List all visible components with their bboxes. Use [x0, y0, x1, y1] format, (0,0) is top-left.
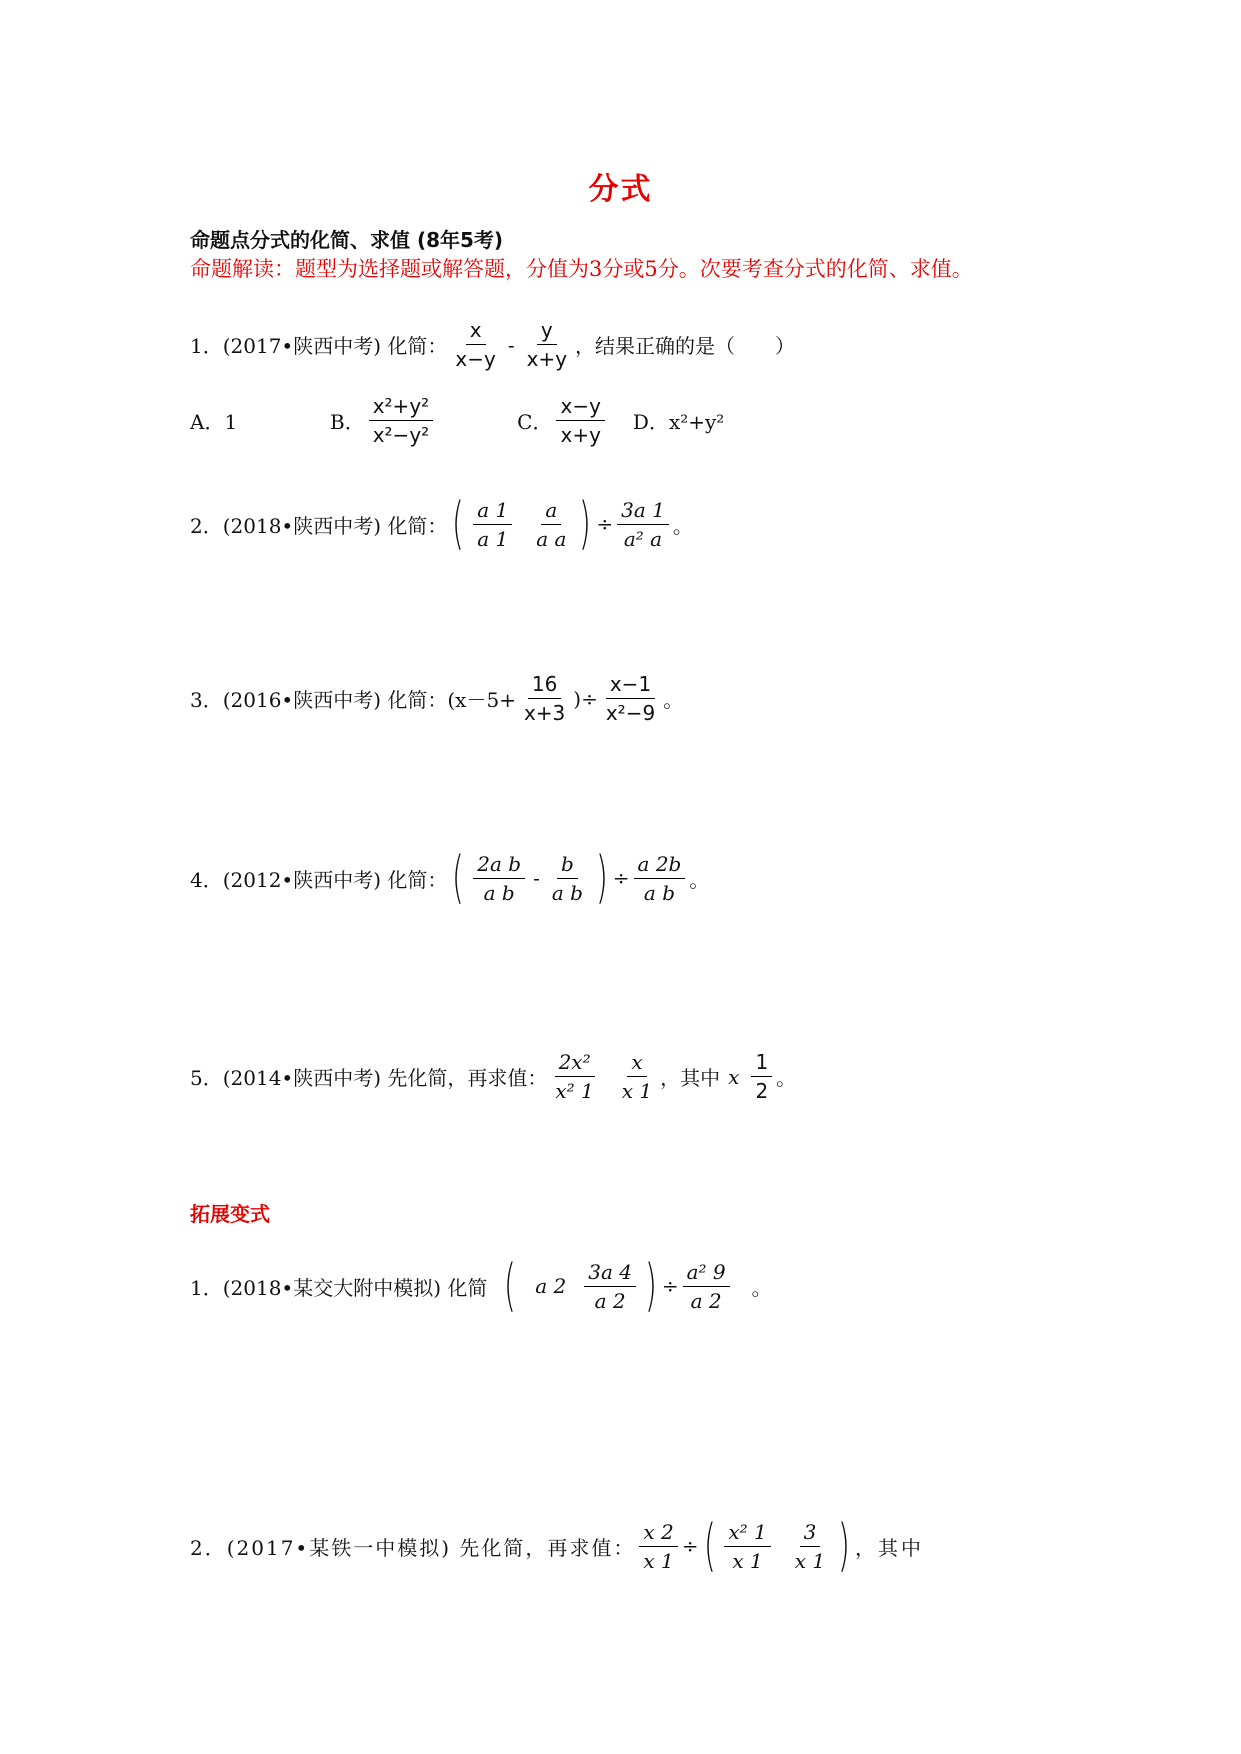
extension-question-2 [190, 1513, 925, 1578]
denominator: x 1 [621, 1079, 653, 1103]
section-heading: 命题点分式的化简、求值 (8年5考) [190, 228, 504, 252]
q3-prefix: 3．(2016•陕西中考) 化简：(x－5+ [190, 688, 516, 712]
question-5 [190, 1050, 796, 1103]
numerator: b [557, 852, 578, 879]
numerator: a 1 [473, 498, 512, 525]
e1-suffix: 。 [751, 1275, 772, 1300]
q5-prefix: 5．(2014•陕西中考) 先化简，再求值： [190, 1066, 548, 1090]
option-b-label: B． [330, 410, 365, 434]
numerator: 16 [528, 672, 561, 699]
denominator: a 2 [690, 1288, 722, 1313]
numerator: 2a b [473, 852, 525, 879]
q4-suffix: 。 [689, 867, 710, 892]
e1-fraction-2 [683, 1260, 730, 1313]
minus-operator: - [533, 866, 540, 890]
q2-fraction-1 [473, 498, 512, 551]
extension-heading: 拓展变式 [190, 1202, 270, 1226]
q1-suffix: ，结果正确的是（ ） [575, 334, 796, 358]
q4-prefix: 4．(2012•陕西中考) 化简： [190, 867, 448, 892]
q4-fraction-2 [548, 852, 587, 905]
question-4 [190, 845, 710, 910]
e1-fraction-1 [584, 1260, 636, 1313]
divide-operator: ÷ [681, 1534, 699, 1558]
extension-question-1 [190, 1253, 772, 1318]
q5-fraction-3 [751, 1050, 772, 1103]
denominator: x² 1 [555, 1079, 594, 1103]
numerator: 2x² [555, 1050, 595, 1077]
e1-prefix: 1．(2018•某交大附中模拟) 化简 [190, 1275, 488, 1300]
numerator: x [466, 318, 486, 345]
q3-fraction-1 [520, 672, 569, 725]
numerator: x²+y² [369, 394, 433, 421]
numerator: a² 9 [683, 1260, 730, 1287]
divide-operator: ÷ [612, 866, 630, 890]
q1-prefix: 1．(2017•陕西中考) 化简： [190, 334, 448, 358]
e2-prefix: 2．(2017•某铁一中模拟) 先化简，再求值： [190, 1535, 636, 1560]
right-paren: ) [644, 1253, 657, 1318]
option-a: A．1 [190, 410, 238, 434]
right-paren: ) [579, 491, 592, 556]
numerator: a 2b [634, 852, 686, 879]
denominator: a b [551, 880, 583, 905]
denominator: a b [483, 880, 515, 905]
question-2 [190, 491, 693, 556]
denominator: a 1 [477, 526, 509, 551]
q1-fraction-2 [523, 318, 571, 371]
numerator: 1 [751, 1050, 772, 1077]
option-b-fraction [369, 394, 433, 447]
denominator: a b [643, 880, 675, 905]
e2-suffix: ，其中 [855, 1535, 925, 1560]
q1-fraction-1 [451, 318, 499, 371]
e2-fraction-1 [639, 1520, 677, 1573]
denominator: x²−9 [605, 701, 656, 725]
question-1 [190, 318, 795, 371]
numerator: x 2 [639, 1520, 677, 1547]
q2-fraction-3 [617, 498, 669, 551]
q5-suffix: 。 [776, 1066, 797, 1090]
right-paren: ) [595, 845, 608, 910]
e2-fraction-2 [724, 1520, 770, 1573]
e2-fraction-3 [791, 1520, 829, 1573]
q1-options [190, 394, 724, 447]
denominator: a² a [623, 526, 663, 551]
numerator: x² 1 [724, 1520, 770, 1547]
numerator: y [537, 318, 557, 345]
q5-variable: x [728, 1064, 740, 1089]
left-paren: ( [452, 491, 465, 556]
q2-suffix: 。 [672, 513, 693, 538]
denominator: x−y [455, 347, 496, 371]
denominator: x+y [526, 347, 568, 371]
denominator: x 1 [732, 1548, 763, 1573]
option-c-label: C． [517, 410, 553, 434]
option-d: D．x²+y² [632, 410, 725, 434]
q5-mid: ，其中 [660, 1066, 721, 1090]
denominator: a 2 [594, 1288, 626, 1313]
left-paren: ( [452, 845, 465, 910]
minus-operator: - [507, 332, 515, 357]
q5-fraction-1 [551, 1050, 597, 1103]
q3-suffix: 。 [663, 688, 684, 712]
numerator: x−y [556, 394, 604, 421]
q2-prefix: 2．(2018•陕西中考) 化简： [190, 513, 448, 538]
question-3 [190, 672, 683, 725]
divide-operator: ÷ [596, 512, 614, 536]
denominator: x+3 [523, 701, 566, 725]
interpretation-text: 命题解读：题型为选择题或解答题，分值为3分或5分。次要考查分式的化简、求值。 [190, 257, 973, 281]
denominator: a a [536, 526, 567, 551]
numerator: 3a 1 [617, 498, 669, 525]
divide-operator: ÷ [661, 1274, 679, 1298]
left-paren: ( [703, 1513, 716, 1578]
e1-term: a 2 [535, 1274, 567, 1298]
option-c-fraction [556, 394, 604, 447]
denominator: x²−y² [372, 423, 430, 447]
q4-fraction-3 [634, 852, 686, 905]
q3-mid: )÷ [573, 686, 598, 711]
denominator: x 1 [643, 1548, 674, 1573]
denominator: 2 [755, 1079, 769, 1103]
numerator: 3a 4 [584, 1260, 636, 1287]
numerator: x−1 [606, 672, 655, 699]
page-title: 分式 [588, 172, 653, 207]
numerator: 3 [800, 1520, 821, 1547]
numerator: x [627, 1050, 646, 1077]
denominator: x 1 [794, 1548, 826, 1573]
numerator: a [541, 498, 561, 525]
q3-fraction-2 [602, 672, 659, 725]
left-paren: ( [504, 1253, 517, 1318]
q5-fraction-2 [618, 1050, 656, 1103]
q2-fraction-2 [532, 498, 570, 551]
denominator: x+y [560, 423, 601, 447]
right-paren: ) [838, 1513, 851, 1578]
q4-fraction-1 [473, 852, 525, 905]
